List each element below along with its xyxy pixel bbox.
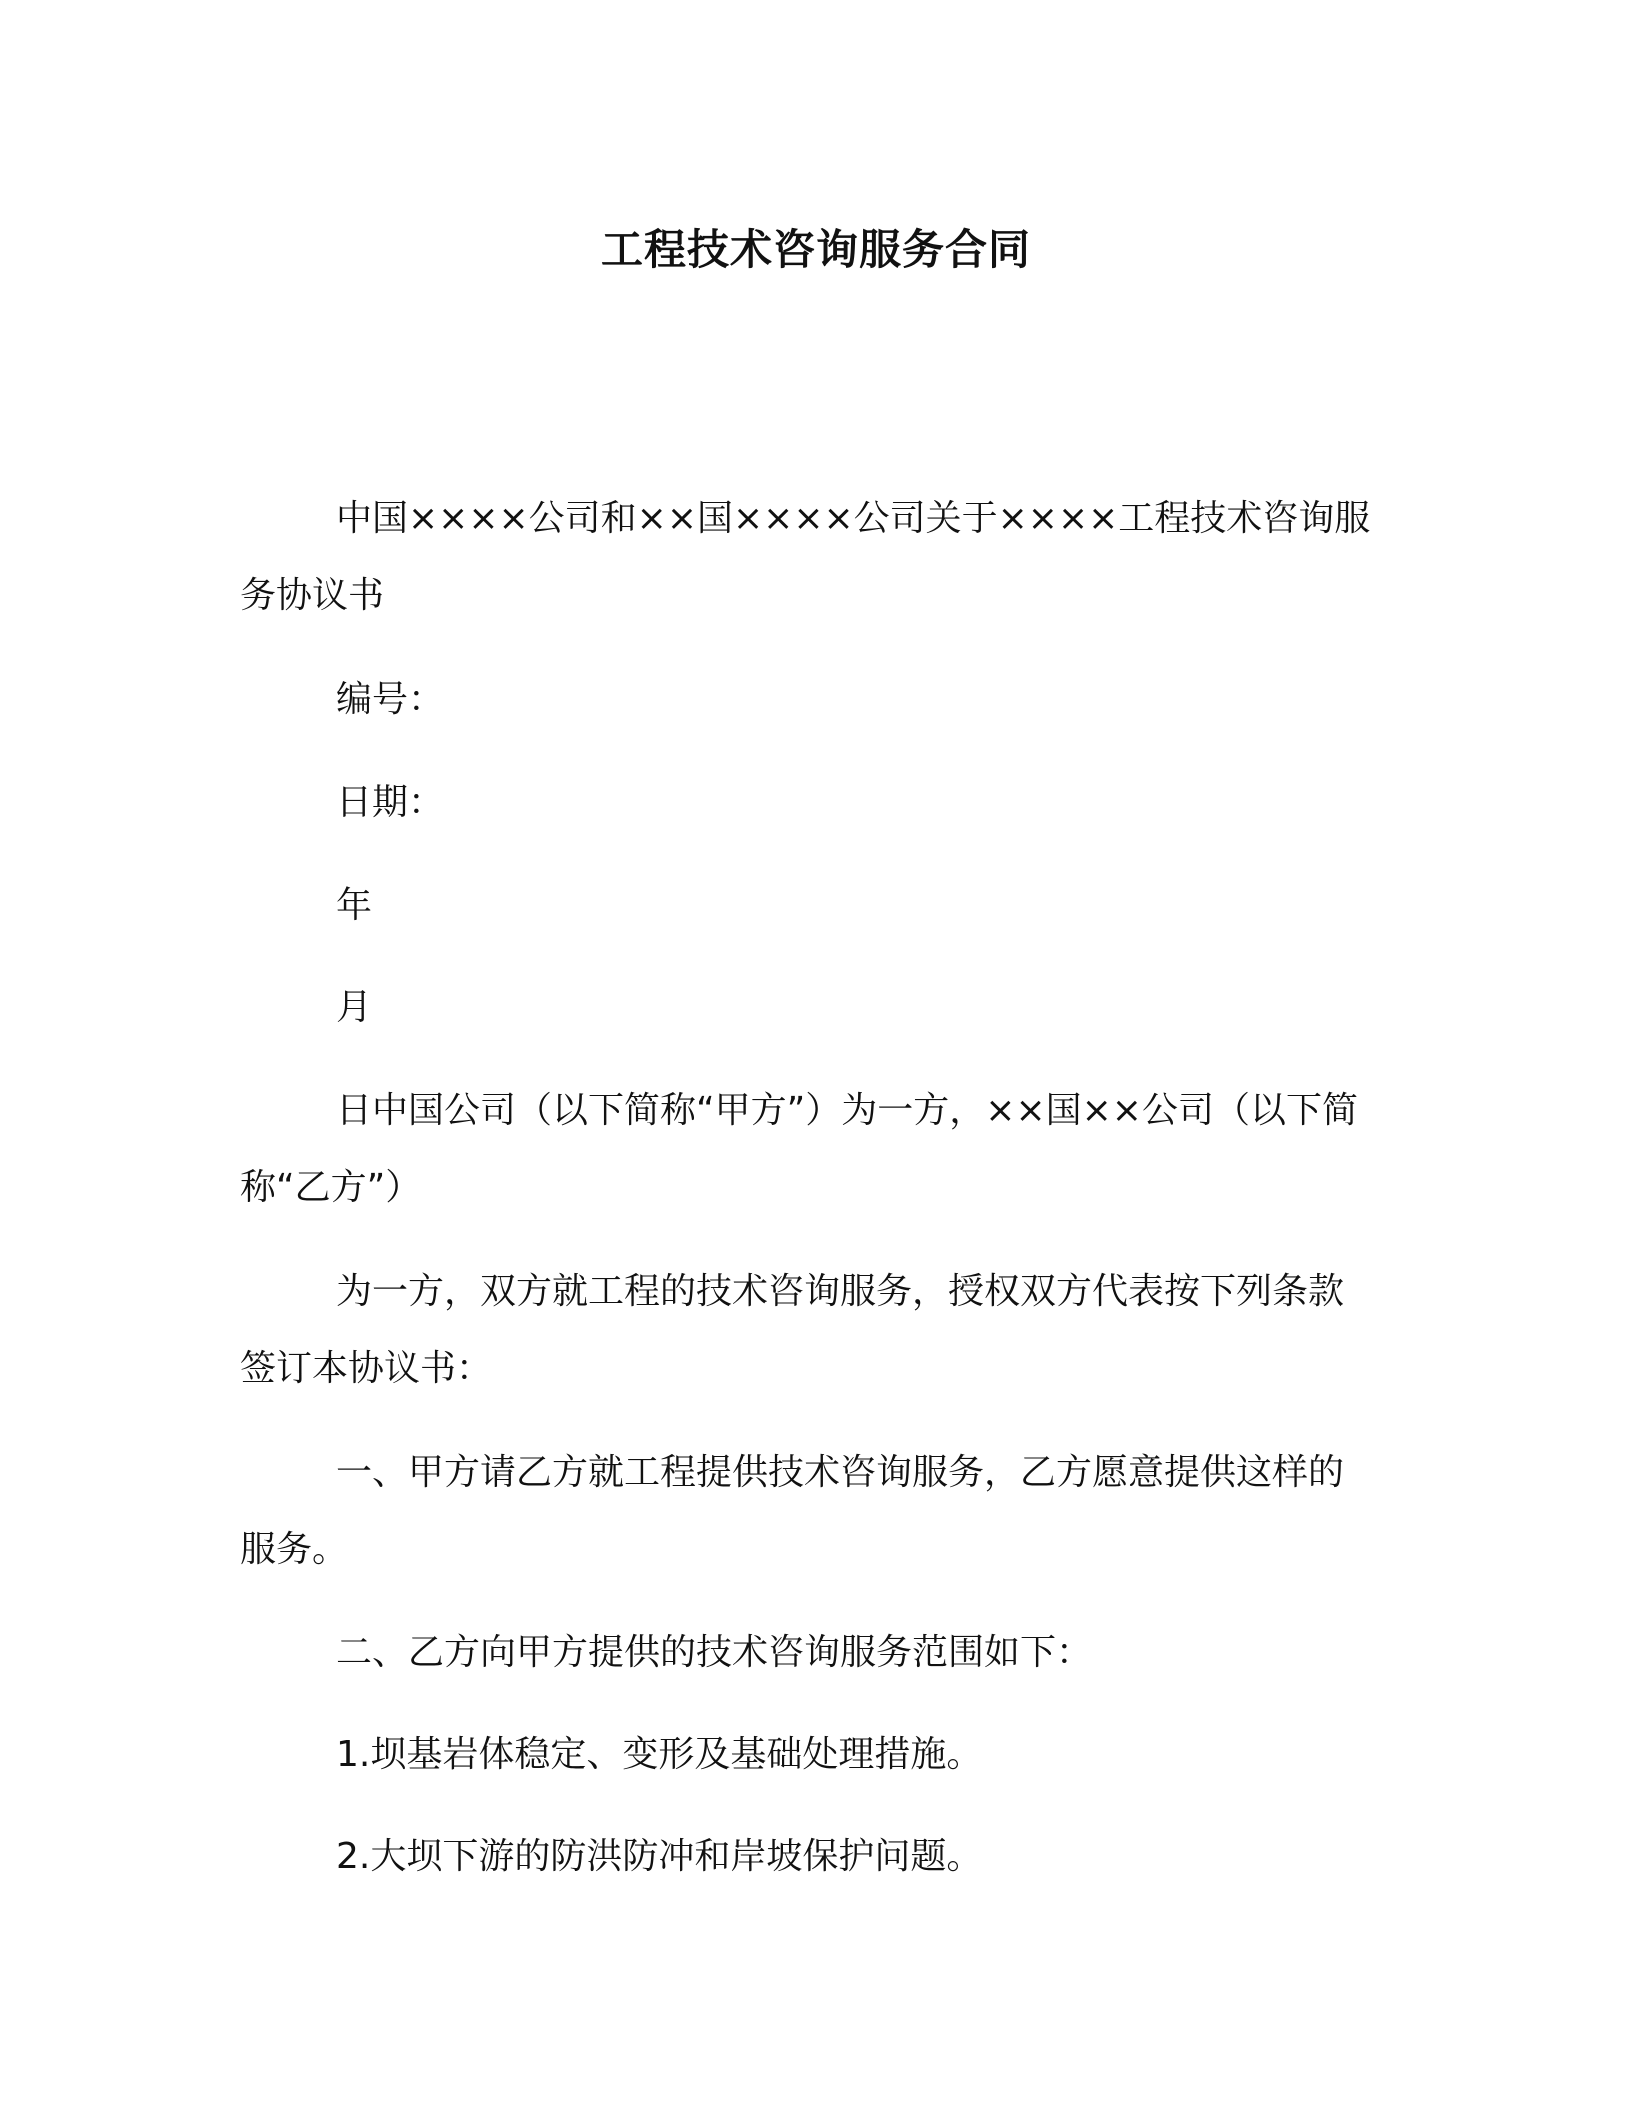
scope-item-1: 1.坝基岩体稳定、变形及基础处理措施。 [336, 1734, 983, 1775]
date-field-label: 日期： [336, 782, 445, 823]
number-field-label: 编号： [336, 679, 445, 720]
clause-one-paragraph: 一、甲方请乙方就工程提供技术咨询服务，乙方愿意提供这样的服务。 [240, 1452, 1345, 1570]
parties-paragraph: 日中国公司（以下简称“甲方”）为一方，××国××公司（以下简称“乙方”） [240, 1090, 1358, 1208]
scope-item-2: 2.大坝下游的防洪防冲和岸坡保护问题。 [336, 1836, 983, 1877]
agreement-heading-paragraph: 中国××××公司和××国××××公司关于××××工程技术咨询服务协议书 [240, 498, 1371, 616]
agreement-purpose-paragraph: 为一方，双方就工程的技术咨询服务，授权双方代表按下列条款签订本协议书： [240, 1271, 1345, 1389]
document-title: 工程技术咨询服务合同 [600, 225, 1031, 274]
year-label: 年 [336, 885, 373, 926]
month-label: 月 [336, 987, 373, 1028]
clause-two-paragraph: 二、乙方向甲方提供的技术咨询服务范围如下： [336, 1632, 1093, 1673]
